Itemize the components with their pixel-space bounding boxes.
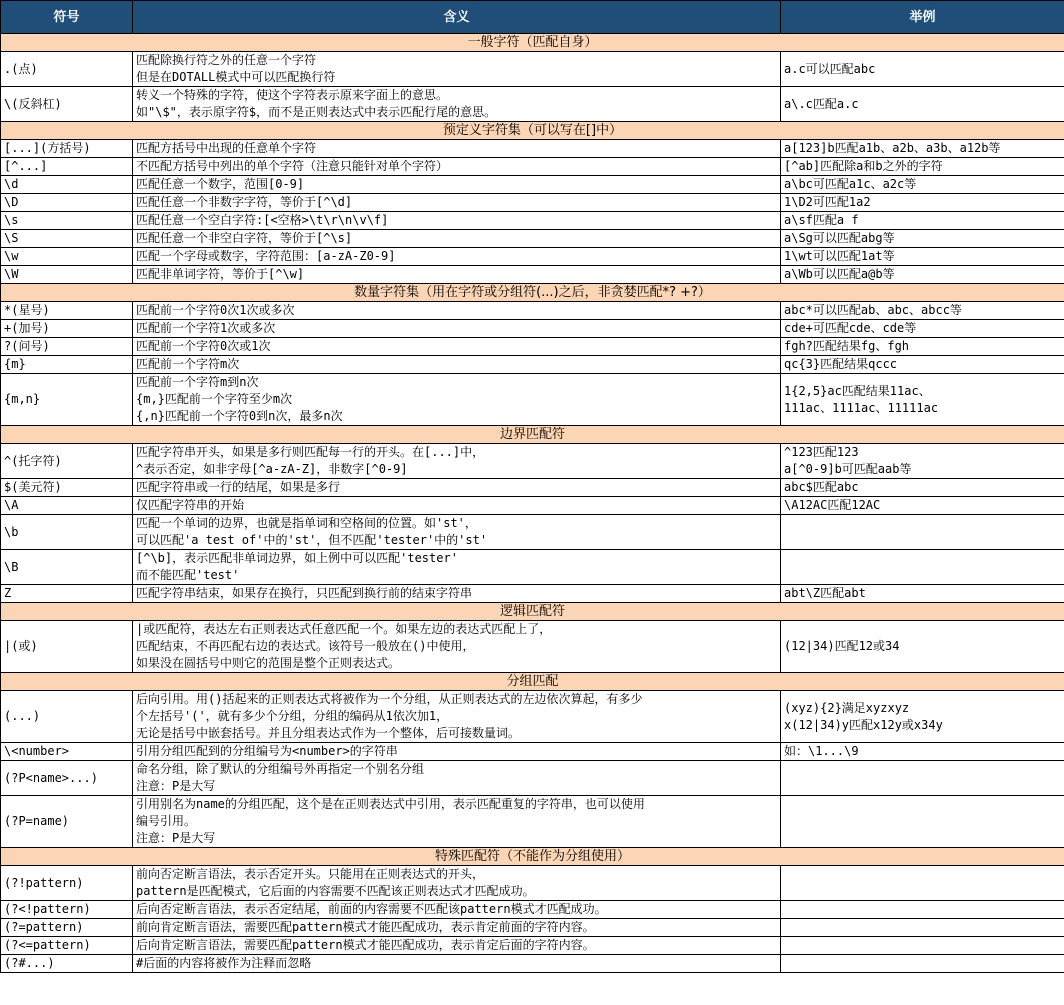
cell-example (781, 955, 1064, 973)
cell-meaning: 匹配字符串或一行的结尾，如果是多行 (133, 479, 781, 497)
cell-symbol: \w (1, 248, 133, 266)
cell-symbol: ?(问号) (1, 338, 133, 356)
table-row (1, 266, 1064, 284)
cell-symbol: (...) (1, 691, 133, 743)
table-row (1, 937, 1064, 955)
cell-symbol: |(或) (1, 621, 133, 673)
cell-meaning: 转义一个特殊的字符，使这个字符表示原来字面上的意思。 如"\$"，表示原字符$，而不是正则表达式中表示匹配行尾的意思。 (133, 87, 781, 122)
cell-symbol: {m,n} (1, 374, 133, 426)
cell-meaning: 匹配一个字母或数字，字符范围：[a-zA-Z0-9] (133, 248, 781, 266)
cell-example: qc{3}匹配结果qccc (781, 356, 1064, 374)
cell-symbol: \D (1, 194, 133, 212)
cell-example: abc*可以匹配ab、abc、abcc等 (781, 302, 1064, 320)
cell-meaning: |或匹配符，表达左右正则表达式任意匹配一个。如果左边的表达式匹配上了， 匹配结束，不再匹配右边的表达式。该符号一般放在()中使用， 如果没在圆括号中则它的范围是整个正则表达式。 (133, 621, 781, 673)
header-example: 举例 (781, 1, 1064, 34)
cell-symbol: \W (1, 266, 133, 284)
cell-example: a\.c匹配a.c (781, 87, 1064, 122)
cell-meaning: 后向肯定断言语法，需要匹配pattern模式才能匹配成功，表示肯定后面的字符内容。 (133, 937, 781, 955)
table-row (1, 212, 1064, 230)
cell-example: ^123匹配123 a[^0-9]b可匹配aab等 (781, 444, 1064, 479)
table-row (1, 302, 1064, 320)
cell-symbol: \(反斜杠) (1, 87, 133, 122)
cell-example: [^ab]匹配除a和b之外的字符 (781, 158, 1064, 176)
section-row (1, 284, 1064, 302)
cell-example: \A12AC匹配12AC (781, 497, 1064, 515)
cell-example: a\Sg可以匹配abg等 (781, 230, 1064, 248)
cell-meaning: 匹配前一个字符m次 (133, 356, 781, 374)
cell-symbol: Z (1, 585, 133, 603)
table-row (1, 194, 1064, 212)
table-row (1, 479, 1064, 497)
cell-symbol: (?P=name) (1, 796, 133, 848)
cell-example: 1\D2可匹配1a2 (781, 194, 1064, 212)
table-row (1, 230, 1064, 248)
cell-symbol: (?!pattern) (1, 866, 133, 901)
section-row (1, 603, 1064, 621)
cell-example: a\Wb可以匹配a@b等 (781, 266, 1064, 284)
cell-meaning: 匹配方括号中出现的任意单个字符 (133, 140, 781, 158)
table-row (1, 338, 1064, 356)
cell-meaning: 不匹配方括号中列出的单个字符（注意只能针对单个字符） (133, 158, 781, 176)
cell-meaning: 匹配任意一个非空白字符，等价于[^\s] (133, 230, 781, 248)
cell-symbol: {m} (1, 356, 133, 374)
cell-meaning: 匹配一个单词的边界，也就是指单词和空格间的位置。如'st'， 可以匹配'a test of'中的'st'，但不匹配'tester'中的'st' (133, 515, 781, 550)
section-title: 预定义字符集（可以写在[]中） (1, 122, 1064, 140)
cell-example: (12|34)匹配12或34 (781, 621, 1064, 673)
section-title: 分组匹配 (1, 673, 1064, 691)
cell-meaning: 匹配字符串开头，如果是多行则匹配每一行的开头。在[...]中， ^表示否定，如非字母[^a-zA-Z]，非数字[^0-9] (133, 444, 781, 479)
cell-meaning: 匹配字符串结束，如果存在换行，只匹配到换行前的结束字符串 (133, 585, 781, 603)
table-row (1, 87, 1064, 122)
cell-symbol: .(点) (1, 52, 133, 87)
section-title: 特殊匹配符（不能作为分组使用） (1, 848, 1064, 866)
table-row (1, 356, 1064, 374)
section-row (1, 673, 1064, 691)
cell-meaning: 匹配除换行符之外的任意一个字符 但是在DOTALL模式中可以匹配换行符 (133, 52, 781, 87)
cell-symbol: \B (1, 550, 133, 585)
cell-symbol: [^...] (1, 158, 133, 176)
cell-symbol: (?<!pattern) (1, 901, 133, 919)
table-row (1, 176, 1064, 194)
header-meaning: 含义 (133, 1, 781, 34)
section-title: 逻辑匹配符 (1, 603, 1064, 621)
section-title: 数量字符集（用在字符或分组符(...)之后，非贪婪匹配*? +?） (1, 284, 1064, 302)
table-row (1, 955, 1064, 973)
cell-symbol: (?=pattern) (1, 919, 133, 937)
cell-symbol: \<number> (1, 743, 133, 761)
cell-symbol: \d (1, 176, 133, 194)
section-row (1, 426, 1064, 444)
section-row (1, 848, 1064, 866)
cell-example: cde+可匹配cde、cde等 (781, 320, 1064, 338)
table-row (1, 52, 1064, 87)
cell-symbol: [...](方括号) (1, 140, 133, 158)
cell-example (781, 515, 1064, 550)
table-row (1, 743, 1064, 761)
table-row (1, 796, 1064, 848)
cell-example: 1{2,5}ac匹配结果11ac、 111ac、1111ac、11111ac (781, 374, 1064, 426)
table-row (1, 140, 1064, 158)
cell-symbol: \A (1, 497, 133, 515)
cell-meaning: 引用分组匹配到的分组编号为<number>的字符串 (133, 743, 781, 761)
cell-meaning: 匹配非单词字符，等价于[^\w] (133, 266, 781, 284)
table-row (1, 919, 1064, 937)
section-row (1, 122, 1064, 140)
cell-meaning: 命名分组，除了默认的分组编号外再指定一个别名分组 注意：P是大写 (133, 761, 781, 796)
cell-meaning: 匹配任意一个数字，范围[0-9] (133, 176, 781, 194)
cell-example (781, 919, 1064, 937)
section-row (1, 34, 1064, 52)
cell-example: a[123]b匹配a1b、a2b、a3b、a12b等 (781, 140, 1064, 158)
table-row (1, 515, 1064, 550)
table-row (1, 901, 1064, 919)
table-row (1, 550, 1064, 585)
cell-symbol: (?P<name>...) (1, 761, 133, 796)
cell-meaning: 引用别名为name的分组匹配，这个是在正则表达式中引用，表示匹配重复的字符串，也可以使用 编号引用。 注意：P是大写 (133, 796, 781, 848)
section-title: 一般字符（匹配自身） (1, 34, 1064, 52)
cell-meaning: 前向否定断言语法，表示否定开头。只能用在正则表达式的开头， pattern是匹配模式，它后面的内容需要不匹配该正则表达式才匹配成功。 (133, 866, 781, 901)
table-row (1, 691, 1064, 743)
cell-meaning: 后向引用。用()括起来的正则表达式将被作为一个分组，从正则表达式的左边依次算起，有多少 个左括号'('，就有多少个分组，分组的编码从1依次加1， 无论是括号中嵌套括号。并且分组表达式作为一个整体，后可接数量词。 (133, 691, 781, 743)
table-row (1, 158, 1064, 176)
cell-example: 1\wt可以匹配1at等 (781, 248, 1064, 266)
cell-example (781, 866, 1064, 901)
cell-symbol: *(星号) (1, 302, 133, 320)
cell-example: a.c可以匹配abc (781, 52, 1064, 87)
cell-example: abc$匹配abc (781, 479, 1064, 497)
table-row (1, 444, 1064, 479)
cell-symbol: (?<=pattern) (1, 937, 133, 955)
cell-meaning: 匹配前一个字符1次或多次 (133, 320, 781, 338)
cell-example (781, 901, 1064, 919)
table-row (1, 585, 1064, 603)
cell-example (781, 796, 1064, 848)
cell-example: 如：\1...\9 (781, 743, 1064, 761)
header-row (1, 1, 1064, 34)
cell-symbol: +(加号) (1, 320, 133, 338)
cell-symbol: \s (1, 212, 133, 230)
cell-meaning: 匹配任意一个空白字符:[<空格>\t\r\n\v\f] (133, 212, 781, 230)
cell-meaning: 前向肯定断言语法，需要匹配pattern模式才能匹配成功，表示肯定前面的字符内容。 (133, 919, 781, 937)
cell-example (781, 937, 1064, 955)
cell-example (781, 761, 1064, 796)
cell-example (781, 550, 1064, 585)
cell-meaning: 后向否定断言语法，表示否定结尾，前面的内容需要不匹配该pattern模式才匹配成功。 (133, 901, 781, 919)
cell-example: fgh?匹配结果fg、fgh (781, 338, 1064, 356)
header-symbol: 符号 (1, 1, 133, 34)
table-row (1, 497, 1064, 515)
table-row (1, 621, 1064, 673)
cell-symbol: (?#...) (1, 955, 133, 973)
cell-example: (xyz){2}满足xyzxyz x(12|34)y匹配x12y或x34y (781, 691, 1064, 743)
cell-meaning: 匹配任意一个非数字字符，等价于[^\d] (133, 194, 781, 212)
cell-example: abt\Z匹配abt (781, 585, 1064, 603)
table-row (1, 320, 1064, 338)
section-title: 边界匹配符 (1, 426, 1064, 444)
cell-meaning: 匹配前一个字符m到n次 {m,}匹配前一个字符至少m次 {,n}匹配前一个字符0到n次，最多n次 (133, 374, 781, 426)
table-row (1, 866, 1064, 901)
cell-symbol: \b (1, 515, 133, 550)
cell-meaning: 仅匹配字符串的开始 (133, 497, 781, 515)
table-row (1, 248, 1064, 266)
cell-example: a\bc可匹配a1c、a2c等 (781, 176, 1064, 194)
cell-meaning: 匹配前一个字符0次1次或多次 (133, 302, 781, 320)
table-row (1, 374, 1064, 426)
cell-meaning: #后面的内容将被作为注释而忽略 (133, 955, 781, 973)
cell-symbol: $(美元符) (1, 479, 133, 497)
cell-example: a\sf匹配a f (781, 212, 1064, 230)
table-row (1, 761, 1064, 796)
cell-meaning: [^\b]，表示匹配非单词边界，如上例中可以匹配'tester' 而不能匹配'test' (133, 550, 781, 585)
cell-meaning: 匹配前一个字符0次或1次 (133, 338, 781, 356)
cell-symbol: ^(托字符) (1, 444, 133, 479)
cell-symbol: \S (1, 230, 133, 248)
